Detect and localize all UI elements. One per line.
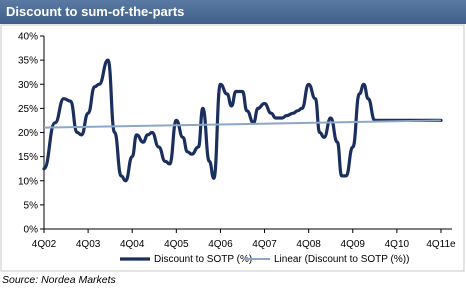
chart-title: Discount to sum-of-the-parts bbox=[6, 4, 185, 19]
x-tick-label: 4Q11e bbox=[426, 239, 456, 250]
y-tick-label: 35% bbox=[17, 55, 38, 67]
legend-label-discount: Discount to SOTP (%) bbox=[154, 254, 253, 265]
x-tick-label: 4Q05 bbox=[164, 239, 189, 250]
legend-label-trend: Linear (Discount to SOTP (%)) bbox=[274, 254, 410, 265]
line-chart bbox=[0, 24, 466, 272]
y-tick-label: 20% bbox=[17, 128, 38, 139]
x-tick-label: 4Q04 bbox=[119, 239, 145, 250]
chart-frame bbox=[1, 25, 464, 271]
chart-title-bar bbox=[0, 0, 466, 24]
x-tick-label: 4Q08 bbox=[296, 239, 321, 250]
x-tick-label: 4Q02 bbox=[31, 239, 57, 250]
y-tick-label: 25% bbox=[17, 103, 38, 115]
y-tick-label: 10% bbox=[17, 176, 38, 188]
y-tick-label: 5% bbox=[23, 200, 38, 212]
source-note: Source: Nordea Markets bbox=[2, 274, 116, 286]
y-tick-label: 15% bbox=[17, 152, 38, 164]
x-tick-label: 4Q09 bbox=[340, 239, 365, 250]
x-tick-label: 4Q07 bbox=[252, 239, 277, 250]
x-tick-label: 4Q10 bbox=[384, 239, 410, 250]
x-tick-label: 4Q06 bbox=[208, 239, 233, 250]
y-tick-label: 30% bbox=[17, 79, 38, 91]
x-tick-label: 4Q03 bbox=[75, 239, 101, 250]
y-tick-label: 0% bbox=[23, 224, 38, 236]
y-tick-label: 40% bbox=[17, 31, 38, 43]
